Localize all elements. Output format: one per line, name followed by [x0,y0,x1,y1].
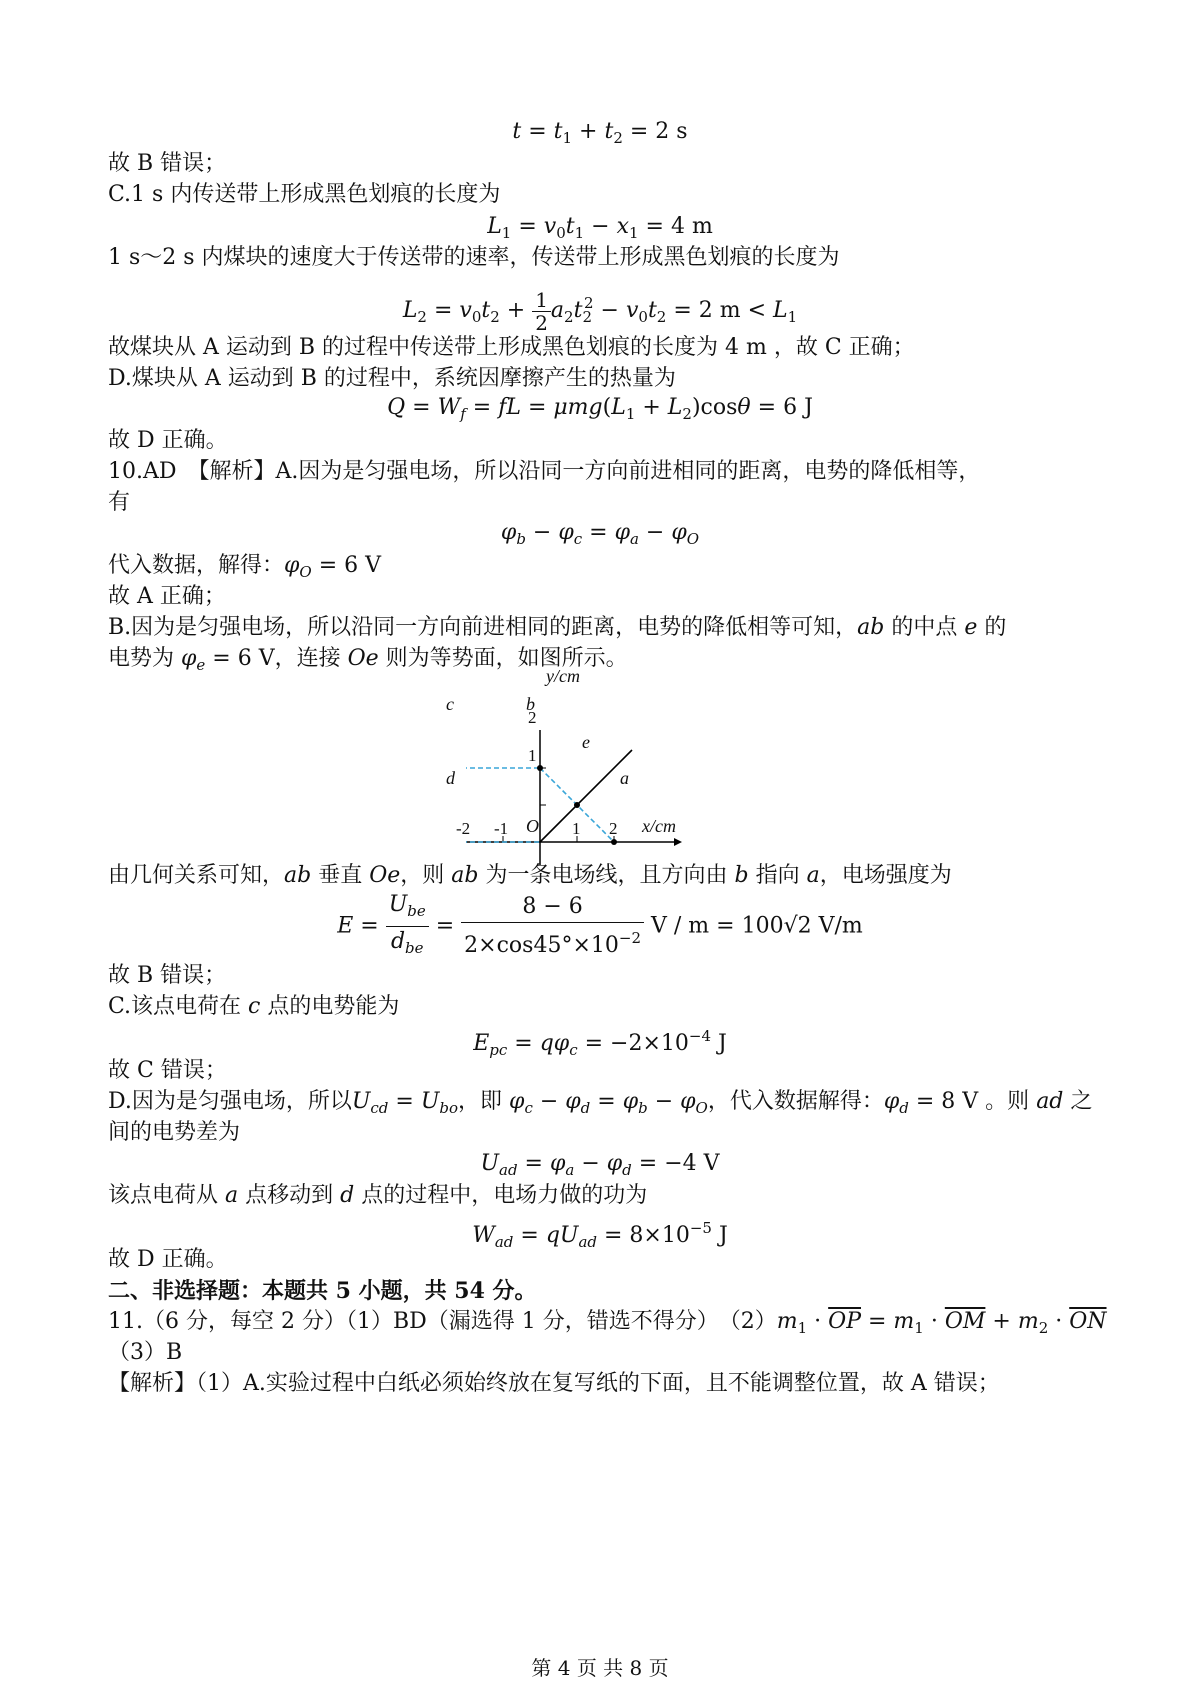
x-axis-label: x/cm [642,816,676,836]
text-line-7: 10.AD 【解析】A.因为是匀强电场，所以沿同一方向前进相同的距离，电势的降低相等， [108,459,981,484]
equation-Ep: $E_{pc} = q\varphi_c = -2\times 10^{-4}$ J [473,1027,727,1059]
text-line-23: （3）B [108,1340,183,1365]
text-line-14: 故 B 错误； [108,963,227,988]
text-line-19: 该点电荷从 a 点移动到 d 点的过程中，电场力做的功为 [108,1183,648,1208]
text-line-10: 故 A 正确； [108,584,226,609]
text-line-2: C.1 s 内传送带上形成黑色划痕的长度为 [108,182,501,207]
equation-L1: $L_1 = v_0t_1 - x_1 = 4$ m [487,214,713,242]
x-tick-2: 2 [609,819,618,838]
text-line-16: 故 C 错误； [108,1058,227,1083]
text-line-9: 代入数据，解得：$\varphi_O = 6$ V [108,553,382,581]
equation-U: $U_{ad} = \varphi_a - \varphi_d = -4$ V [480,1151,720,1179]
text-line-17: D.因为是匀强电场，所以$U_{cd} = U_{bo}$，即 $\varphi_c - \varphi_d = \varphi_b - \varphi_O$，代入数据解得：$\varphi_d = 8$ V 。则 ad 之 [108,1089,1093,1117]
equation-W: $W_{ad} = qU_{ad} = 8\times 10^{-5}$ J [472,1219,728,1251]
text-line-4: 故煤块从 A 运动到 B 的过程中传送带上形成黑色划痕的长度为 4 m ，故 C 正确； [108,335,915,360]
text-line-6: 故 D 正确。 [108,428,228,453]
x-tick--1: -1 [494,819,509,838]
text-line-20: 故 D 正确。 [108,1247,228,1272]
figure-labels: y/cm x/cm O c b d a e [446,666,676,836]
text-line-18: 间的电势差为 [108,1120,241,1145]
text-line-24: 【解析】（1）A.实验过程中白纸必须始终放在复写纸的下面，且不能调整位置，故 A 错误； [108,1371,1000,1396]
x-tick--2: -2 [456,819,471,838]
text-line-1: 故 B 错误； [108,151,227,176]
y-axis-label: y/cm [546,666,580,686]
equation-Q: $Q = W_f$ = fL = $\mu mg(L_1 + L_2)\cos\theta = 6$ J [387,395,813,423]
equation-E: E = $\frac{U_{be}}{d_{be}}$ = $\frac{8 - 6}{2\times\cos 45^\circ\times 10^{-2}}$ V / m = 100√2 V/m [337,892,863,958]
text-line-13: 由几何关系可知，ab 垂直 Oe，则 ab 为一条电场线，且方向由 b 指向 a，电场强度为 [108,863,952,888]
equation-phi: $\varphi_b - \varphi_c = \varphi_a - \varphi_O$ [500,520,700,548]
text-line-22: 11.（6 分，每空 2 分）（1）BD（漏选得 1 分，错选不得分） $(2)m_1 \cdot \overline{OP} = m_1 \cdot \overline{OM} + m_2 \cdot \overline{ON}$ [108,1309,1107,1337]
x-tick-1: 1 [572,819,581,838]
section-heading: 二、非选择题：本题共 5 小题，共 54 分。 [108,1278,537,1304]
text-line-12: 电势为 $\varphi_e = 6$ V，连接 Oe 则为等势面，如图所示。 [108,646,628,674]
text-line-11: B.因为是匀强电场，所以沿同一方向前进相同的距离，电势的降低相等可知，ab 的中点 e 的 [108,615,1007,640]
y-tick-1: 1 [528,746,537,765]
page-footer: 第 4 页 共 8 页 [531,1656,669,1680]
text-line-8: 有 [108,490,131,515]
equation-t: $t = t_1 + t_2 = 2$ s [512,119,688,147]
y-tick-2: 2 [528,708,537,727]
text-line-3: 1 s～2 s 内煤块的速度大于传送带的速率，传送带上形成黑色划痕的长度为 [108,245,840,270]
equation-L2: $L_2 = v_0t_2$ + $\frac{1}{2}$ $a_2t_2^2 - v_0t_2 = 2$ $m < L_1$ [402,287,798,335]
origin-label: O [526,816,539,836]
text-line-15: C.该点电荷在 c 点的电势能为 [108,994,400,1019]
text-line-5: D.煤块从 A 运动到 B 的过程中，系统因摩擦产生的热量为 [108,366,676,391]
